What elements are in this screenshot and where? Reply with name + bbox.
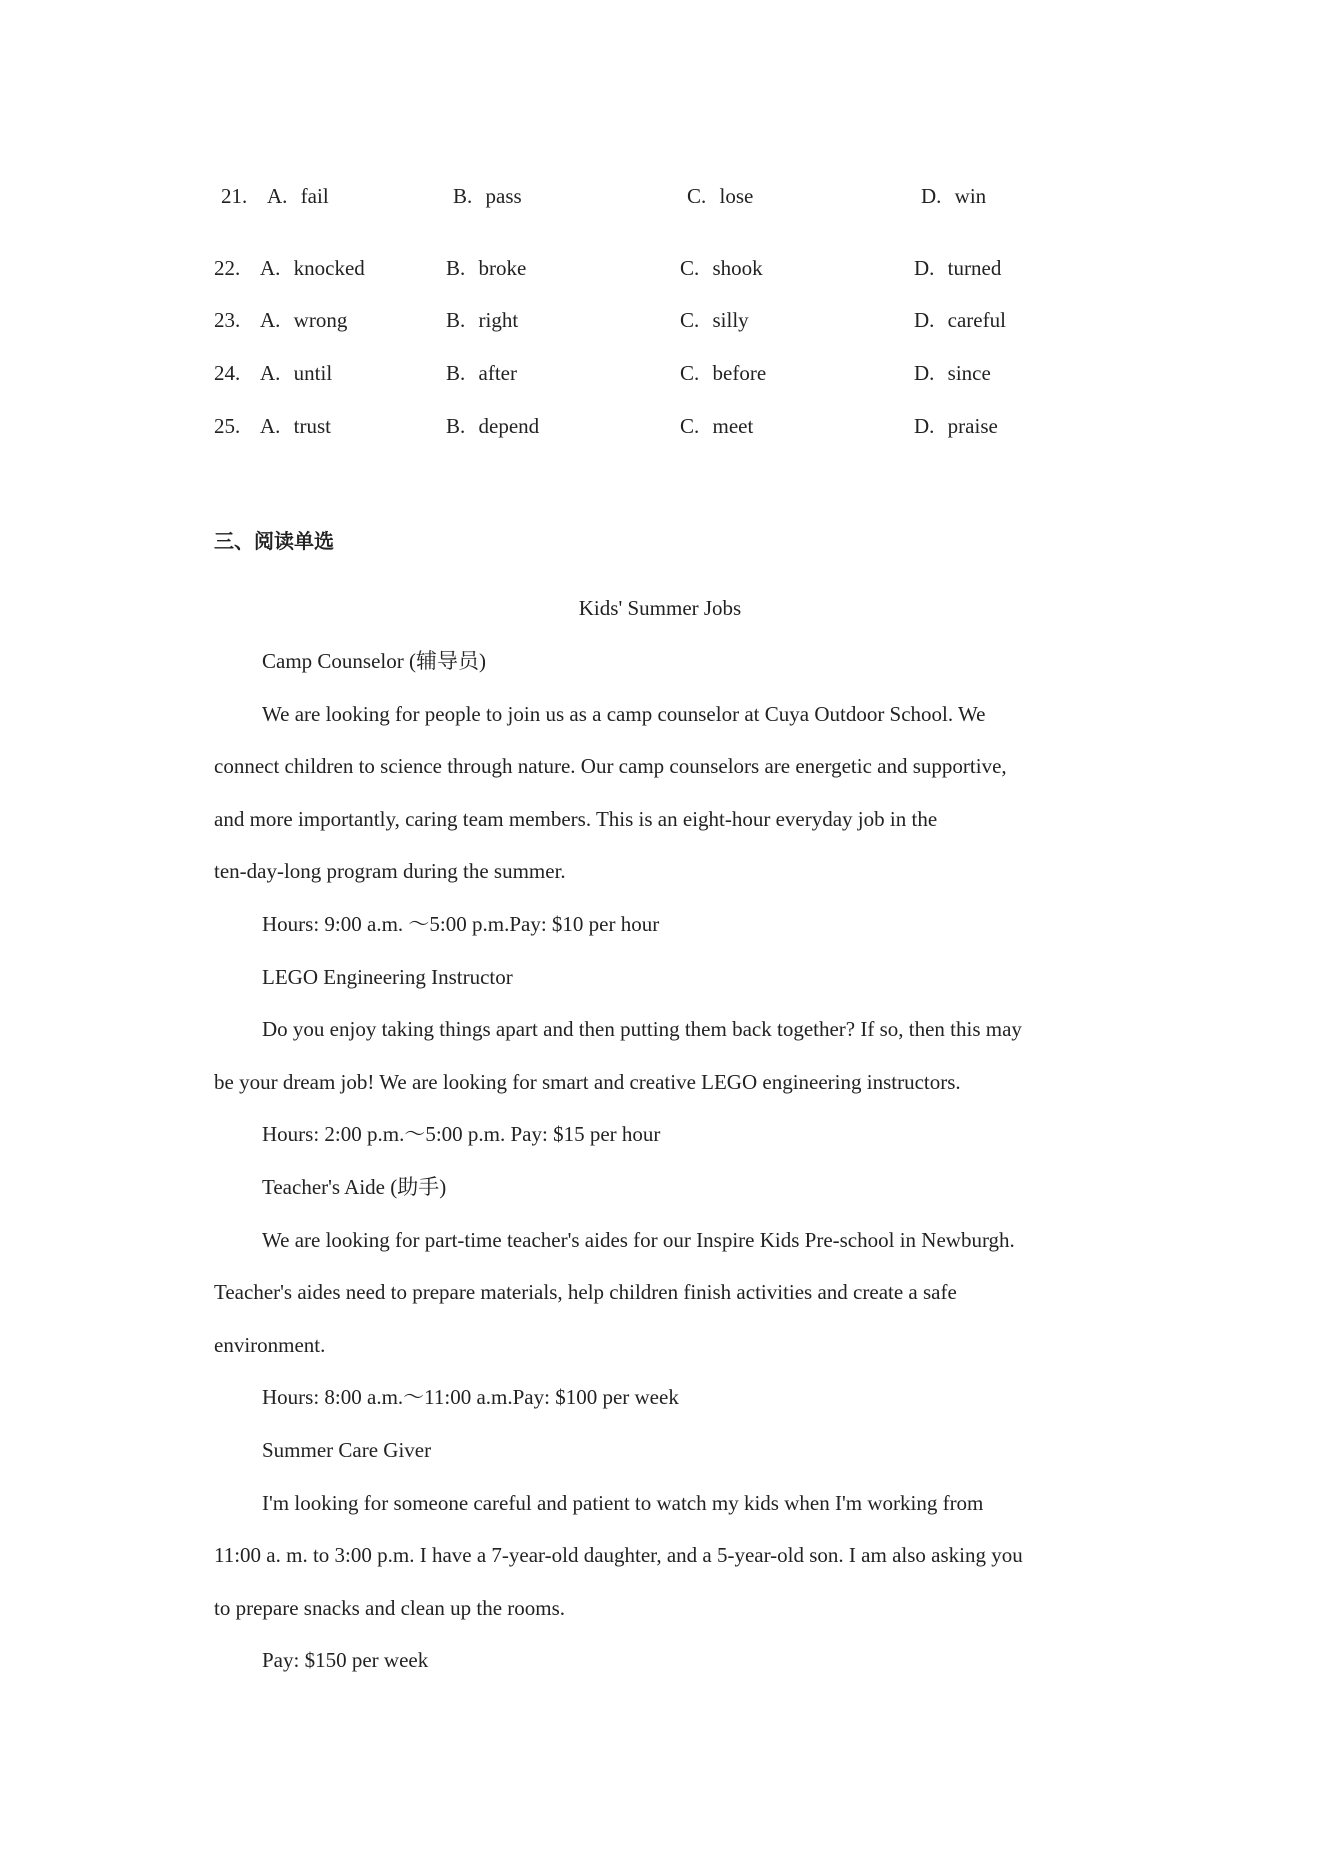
option-c: C. meet — [680, 414, 754, 438]
question-number: 24. — [214, 361, 241, 385]
option-a: A. fail — [267, 184, 329, 208]
option-b: B. pass — [453, 184, 522, 208]
option-b: B. depend — [446, 414, 540, 438]
passage-line: Camp Counselor (辅导员) — [262, 649, 486, 673]
option-c: C. silly — [680, 308, 749, 332]
passage-line: connect children to science through nature. Our camp counselors are energetic and supportive, — [214, 754, 1007, 779]
passage-line: Summer Care Giver — [262, 1438, 432, 1462]
passage-line: 11:00 a. m. to 3:00 p.m. I have a 7-year-old daughter, and a 5-year-old son. I am also asking you — [214, 1543, 1023, 1568]
question-number: 25. — [214, 414, 241, 438]
option-d: D. praise — [914, 414, 998, 438]
option-c: C. shook — [680, 256, 763, 280]
passage-line: We are looking for part-time teacher's aides for our Inspire Kids Pre-school in Newburgh. — [262, 1227, 1015, 1252]
option-b: B. right — [446, 308, 519, 332]
option-a: A. wrong — [260, 308, 348, 332]
passage-line: to prepare snacks and clean up the rooms. — [214, 1595, 566, 1620]
passage-line: and more importantly, caring team members. This is an eight-hour everyday job in the — [214, 806, 938, 831]
option-d: D. careful — [914, 308, 1006, 332]
option-a: A. knocked — [260, 256, 365, 280]
question-number: 22. — [214, 256, 241, 280]
passage-line: Pay: $150 per week — [262, 1648, 429, 1673]
section-heading: 三、阅读单选 — [214, 529, 334, 553]
passage-line: LEGO Engineering Instructor — [262, 964, 513, 989]
question-number: 21. — [221, 184, 248, 208]
passage-line: environment. — [214, 1332, 326, 1357]
passage-line: be your dream job! We are looking for smart and creative LEGO engineering instructors. — [214, 1069, 961, 1094]
question-number: 23. — [214, 308, 241, 332]
option-a: A. until — [260, 361, 333, 385]
passage-line: We are looking for people to join us as a camp counselor at Cuya Outdoor School. We — [262, 701, 986, 726]
option-b: B. broke — [446, 256, 527, 280]
option-d: D. win — [921, 184, 987, 208]
passage-line: Hours: 9:00 a.m. ～5:00 p.m.Pay: $10 per hour — [262, 912, 660, 936]
passage-line: I'm looking for someone careful and patient to watch my kids when I'm working from — [262, 1490, 984, 1515]
option-d: D. since — [914, 361, 991, 385]
passage-title: Kids' Summer Jobs — [578, 596, 742, 620]
passage-line: Hours: 8:00 a.m.～11:00 a.m.Pay: $100 per week — [262, 1385, 679, 1410]
passage-line: Teacher's aides need to prepare materials, help children finish activities and create a safe — [214, 1280, 957, 1305]
passage-line: Teacher's Aide (助手) — [262, 1175, 447, 1199]
option-a: A. trust — [260, 414, 331, 438]
passage-line: ten-day-long program during the summer. — [214, 859, 566, 884]
passage-line: Do you enjoy taking things apart and then putting them back together? If so, then this may — [262, 1017, 1022, 1042]
option-d: D. turned — [914, 256, 1002, 280]
option-b: B. after — [446, 361, 517, 385]
passage-line: Hours: 2:00 p.m.～5:00 p.m. Pay: $15 per hour — [262, 1122, 661, 1147]
option-c: C. before — [680, 361, 767, 385]
option-c: C. lose — [687, 184, 754, 208]
